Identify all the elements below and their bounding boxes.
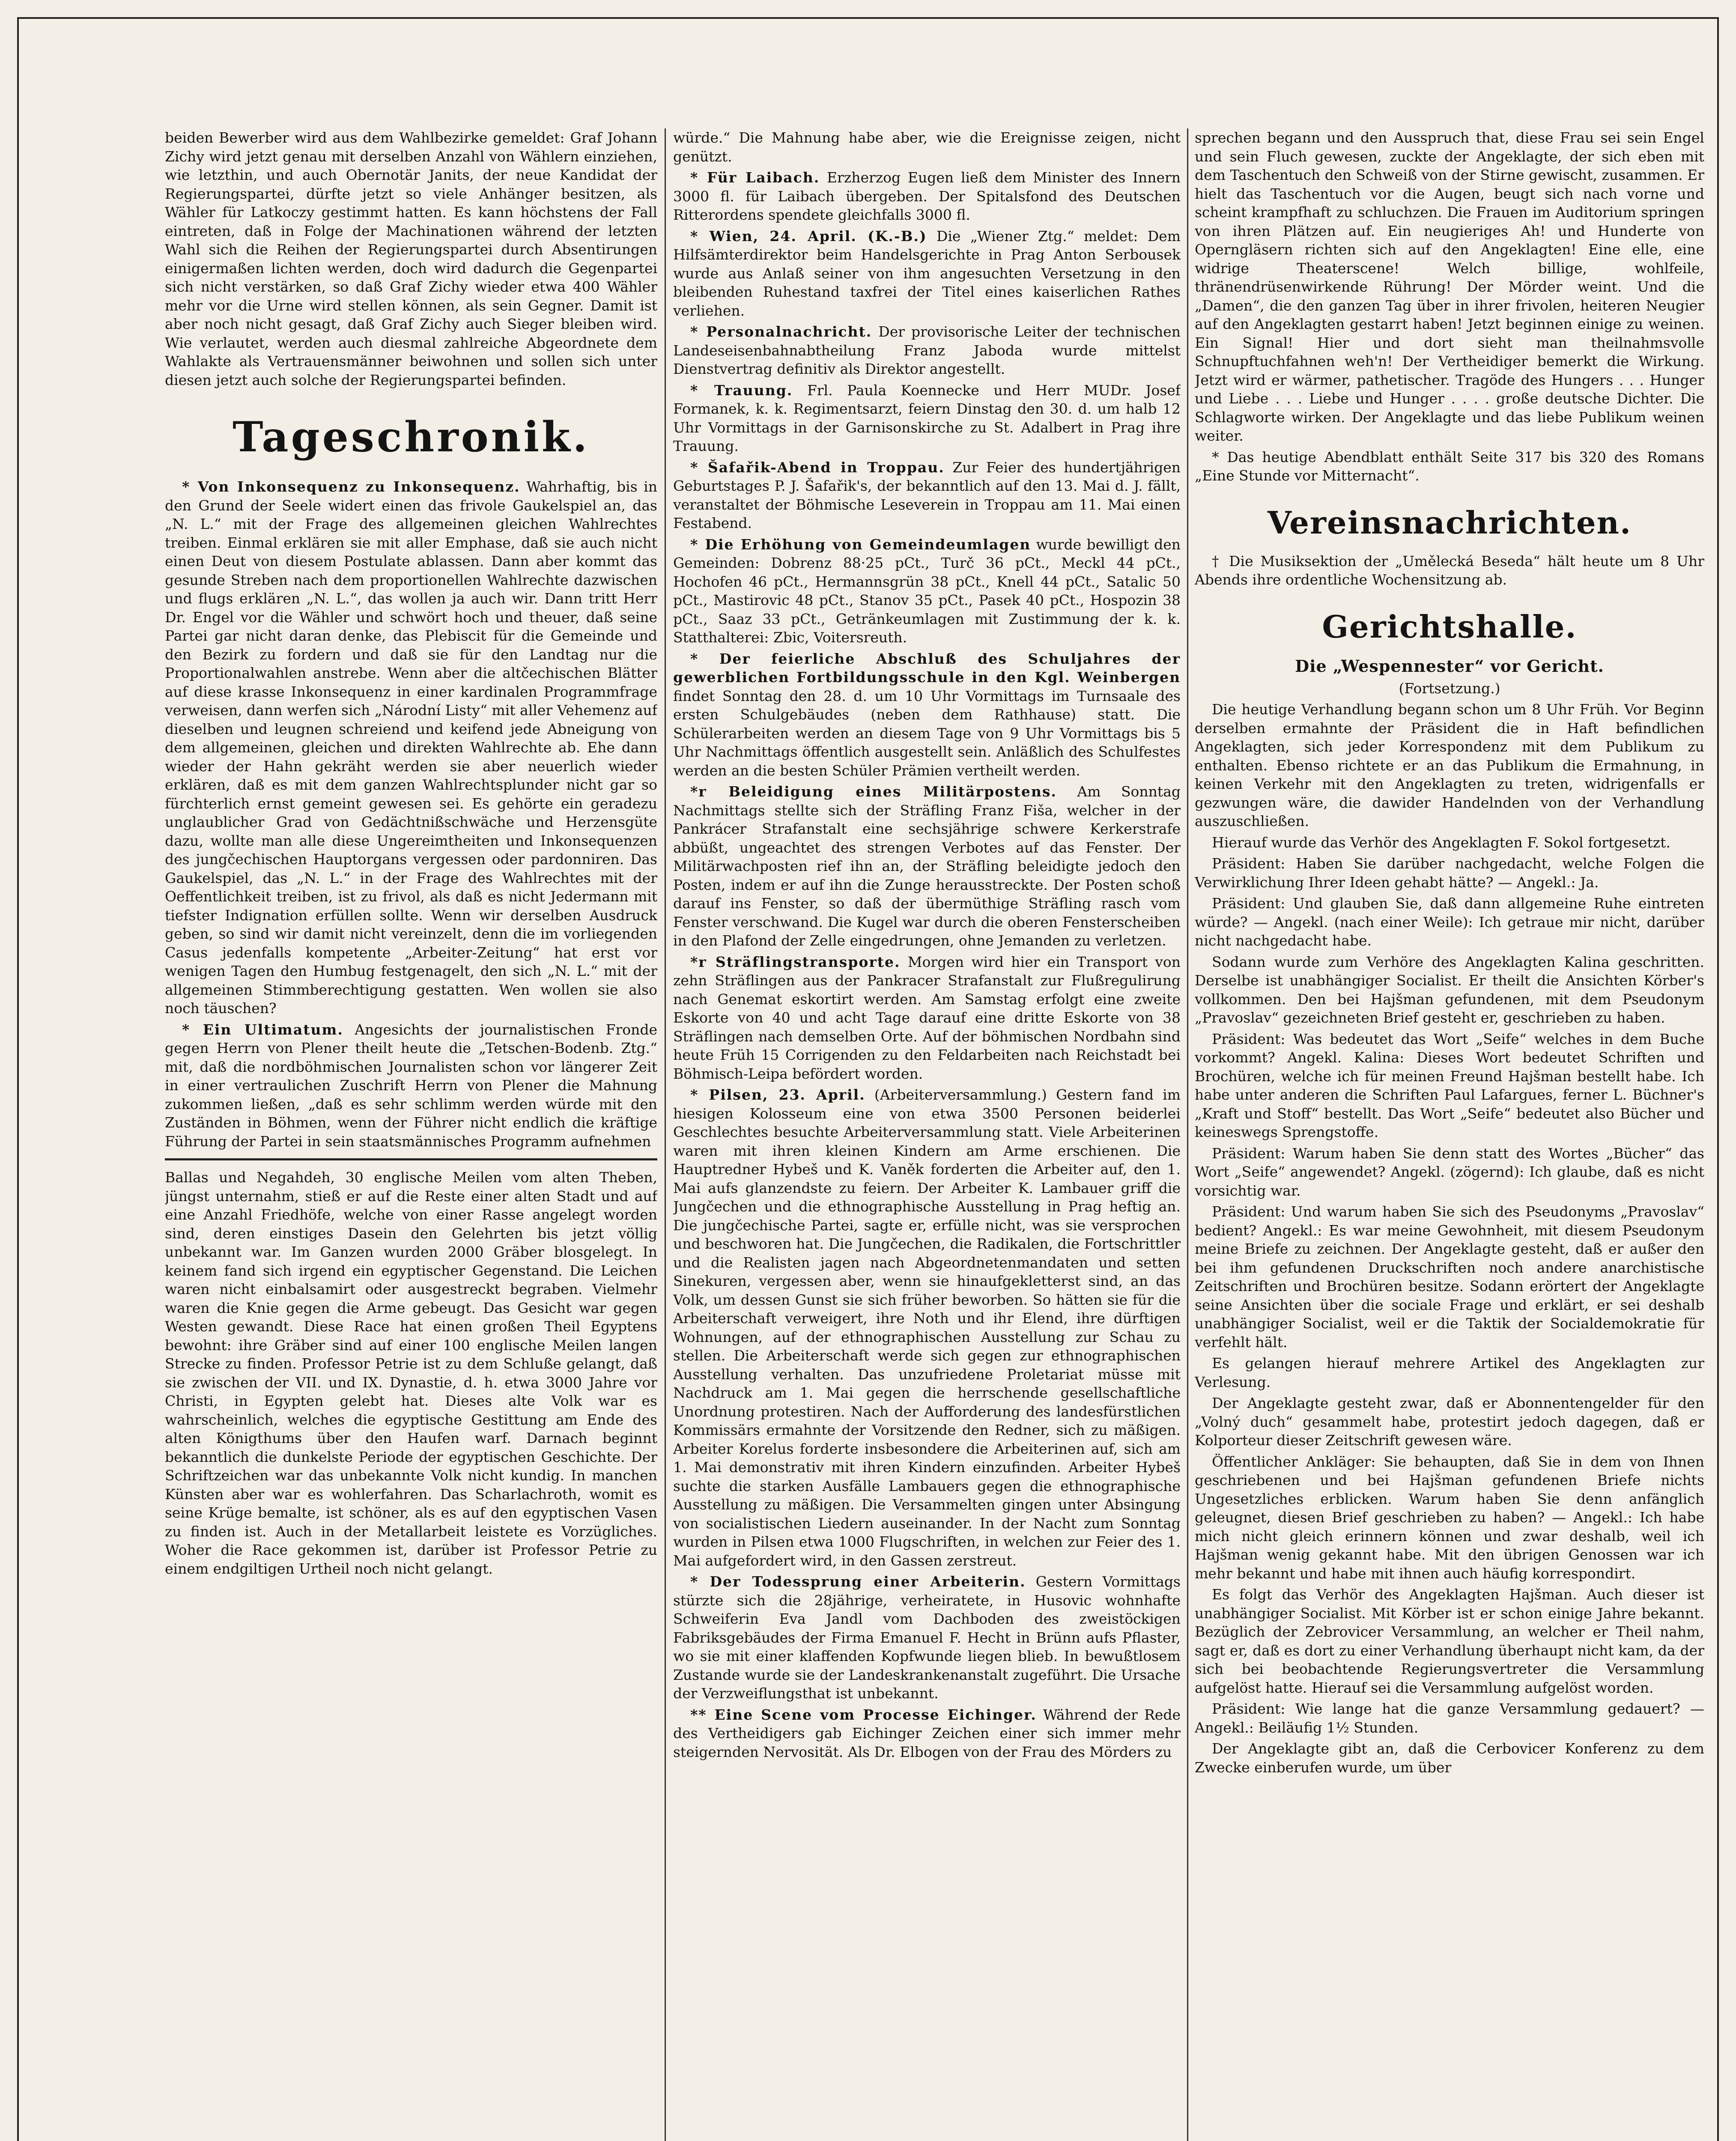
article <box>673 1572 1181 1703</box>
article-title: ** Eine Scene vom Processe Eichinger. <box>690 1706 1037 1723</box>
column-2 <box>673 128 1181 2141</box>
column-rule <box>665 128 666 2141</box>
article-text: Zur Feier des hundertjährigen Geburtstages P. J. Šafařik's, der bekanntlich auf den 13. Mai d. J. fällt, veranstaltet der Böhmische Leseverein in Troppau am 11. Mai einen Festabend. <box>673 459 1181 531</box>
article-text: Wahrhaftig, bis in den Grund der Seele widert einen das frivole Gaukelspiel an, das „N. L.“ mit der Frage des allgemeinen gleichen Wahlrechtes treiben. Einmal erklären sie mit aller Emphase, daß sie auch nicht einen Deut von diesem Postulate ablassen. Dann aber kommt das gesunde Streben nach dem proportionellen Wahlrechte dazwischen und flugs erklären „N. L.“, das wollen ja auch wir. Dann tritt Herr Dr. Engel vor die Wähler und schwört hoch und theuer, daß seine Partei gar nicht daran denke, das Plebiscit für die Gemeinde und den Bezirk zu fordern und daß sie für den Landtag nur die Proportionalwahlen anstrebe. Wenn aber die altčechischen Blätter auf diese krasse Inkonsequenz in einer kardinalen Programmfrage verweisen, dann werfen sich „Národní Listy“ mit aller Vehemenz auf dieselben und leugnen schreiend und keifend jede Abneigung von dem allgemeinen, gleichen und direkten Wahlrechte ab. Ehe dann wieder der Hahn gekräht werden sie aber neuerlich wieder erklären, daß es mit dem ganzen Wahlrechtsplunder nicht gar so fürchterlich ernst gemeint gewesen sei. Es gehörte ein geradezu unglaublicher Grad von Gedächtnißschwäche und Herzensgüte dazu, wollte man alle diese Ungereimtheiten und Inkonsequenzen des jungčechischen Hauptorgans vergessen oder pardonniren. Das Gaukelspiel, das „N. L.“ in der Frage des Wahlrechtes mit der Oeffentlichkeit treiben, ist zu frivol, als daß es nicht Jedermann mit tiefster Indignation erfüllen sollte. Wenn wir derselben Ausdruck geben, so sind wir damit nicht vereinzelt, denn die im vorliegenden Casus jedenfalls kompetente „Arbeiter-Zeitung“ hat erst vor wenigen Tagen den Humbug festgenagelt, den sich „N. L.“ mit der allgemeinen Stimmberechtigung gestatten. Wen wollen sie also noch täuschen? <box>165 478 657 1017</box>
article-text: (Arbeiterversammlung.) Gestern fand im hiesigen Kolosseum eine von etwa 3500 Personen beiderlei Geschlechtes besuchte Arbeiterversammlung statt. Viele Arbeiterinen waren mit ihren kleinen Kindern am Arme erschienen. Die Hauptredner Hybeš und K. Vaněk forderten die Arbeiter auf, den 1. Mai aufs glanzendste zu feiern. Der Arbeiter K. Lambauer griff die Jungčechen und die ethnographische Ausstellung in Prag heftig an. Die jungčechische Partei, sagte er, erfülle nicht, was sie versprochen und beschworen hat. Die Jungčechen, die Radikalen, die Fortschrittler und die Realisten jagen nach Abgeordnetenmandaten und setten Sinekuren, vergessen aber, wenn sie hinaufgekletterst sind, an das Volk, um dessen Gunst sie sich früher beworben. So hätten sie für die Arbeiterschaft verweigert, ihre Noth und ihr Elend, ihre dürftigen Wohnungen, auf der ethnographischen Ausstellung zur Schau zu stellen. Die Arbeiterschaft werde sich gegen zur ethnographischen Ausstellung verhalten. Das unzufriedene Proletariat müsse mit Nachdruck am 1. Mai gegen die herrschende gesellschaftliche Unordnung protestiren. Nach der Aufforderung des landesfürstlichen Kommissärs ermahnte der Vorsitzende den Redner, sich zu mäßigen. Arbeiter Korelus forderte insbesondere die Arbeiterinen auf, sich am 1. Mai demonstrativ mit ihren Kindern einzufinden. Arbeiter Hybeš suchte die starken Ausfälle Lambauers gegen die ethnographische Ausstellung zu mäßigen. Die Versammelten gingen unter Absingung von socialistischen Liedern auseinander. In der Nacht zum Sonntag wurden in Pilsen etwa 1000 Flugschriften, in welchen zur Feier des 1. Mai aufgefordert wird, in den Gassen zerstreut. <box>673 1086 1181 1569</box>
paragraph: Der Angeklagte gesteht zwar, daß er Abonnentengelder für den „Volný duch“ gesammelt habe, protestirt jedoch dagegen, daß er Kolporteur dieser Zeitschrift gewesen wäre. <box>1195 1395 1704 1449</box>
article <box>673 1706 1181 1762</box>
paragraph: Öffentlicher Ankläger: Sie behaupten, daß Sie in dem von Ihnen geschriebenen und bei Hajšman gefundenen Briefe nichts Ungesetzliches erblicken. Warum haben Sie denn anfänglich geleugnet, diesen Brief geschrieben zu haben? — Angekl.: Ich habe mich nicht gleich erinnern können und zwar deshalb, weil ich Hajšman wenig gekannt habe. Mit den übrigen Genossen war ich mehr bekannt und habe mit ihnen auch häufig korrespondirt. <box>1195 1453 1704 1582</box>
article-text: Morgen wird hier ein Transport von zehn Sträflingen aus der Pankracer Strafanstalt zur Flußregulirung nach Genemat eskortirt werden. Am Samstag erfolgt eine zweite Eskorte von 40 und acht Tage darauf eine dritte Eskorte von 38 Sträflingen nach demselben Orte. Auf der böhmischen Nordbahn sind heute Früh 15 Corrigenden zu den Feldarbeiten nach Reichstadt bei Böhmisch-Leipa befördert worden. <box>673 953 1181 1082</box>
article-subheading: Die „Wespennester“ vor Gericht. <box>1295 656 1604 676</box>
paragraph: Präsident: Wie lange hat die ganze Versammlung gedauert? — Angekl.: Beiläufig 1½ Stunden. <box>1195 1700 1704 1736</box>
article <box>673 782 1181 950</box>
feuilleton-text: Ballas und Negahdeh, 30 englische Meilen vom alten Theben, jüngst unternahm, stieß er auf die Reste einer alten Stadt und auf eine Anzahl Friedhöfe, welche von einer Rasse angelegt worden sind, deren einstiges Dasein den Gelehrten bis jetzt völlig unbekannt war. Im Ganzen wurden 2000 Gräber blosgelegt. In keinem fand sich irgend ein egyptischer Gegenstand. Die Leichen waren nicht einbalsamirt oder ausgestreckt begraben. Vielmehr waren die Knie gegen die Arme gebeugt. Das Gesicht war gegen Westen gewandt. Diese Race hat einen großen Theil Egyptens bewohnt: ihre Gräber sind auf einer 100 englische Meilen langen Strecke zu finden. Professor Petrie ist zu dem Schluße gelangt, daß sie zwischen der VII. und IX. Dynastie, d. h. etwa 3000 Jahre vor Christi, in Egypten gelebt hat. Dieses alte Volk war es wahrscheinlich, welches die egyptische Gestittung am Ende des alten Königthums über den Haufen warf. Darnach beginnt bekanntlich die dunkelste Periode der egyptischen Geschichte. Der Schriftzeichen war das unbekannte Volk nicht kundig. In manchen Künsten aber war es wohlerfahren. Das Scharlachroth, womit es seine Krüge bemalte, ist schöner, als es auf den egyptischen Vasen zu finden ist. Auch in der Metallarbeit leistete es Vorzügliches. Woher die Race gekommen ist, darüber ist Professor Petrie zu einem endgiltigen Urtheil noch nicht gelangt. <box>165 1169 657 1577</box>
paragraph: Sodann wurde zum Verhöre des Angeklagten Kalina geschritten. Derselbe ist unabhängiger Socialist. Er theilt die Ansichten Körber's vollkommen. Den bei Hajšman gefundenen, mit dem Pseudonym „Pravoslav“ gezeichneten Brief gesteht er, geschrieben zu haben. <box>1195 953 1704 1026</box>
article <box>673 953 1181 1083</box>
paragraph: Es folgt das Verhör des Angeklagten Hajšman. Auch dieser ist unabhängiger Socialist. Mit Körber ist er schon einige Jahre bekannt. Bezüglich der Zebrovicer Versammlung, an welcher er Theil nahm, sagt er, daß es dort zu einer Verhandlung überhaupt nicht kam, da der sich bei beobachtende Regierungsvertreter die Versammlung aufgelöst hatte. Hierauf sei die Versammlung aufgelöst worden. <box>1195 1586 1704 1696</box>
article-text: Während der Rede des Vertheidigers gab Eichinger Zeichen einer sich immer mehr steigernden Nervosität. Als Dr. Elbogen von der Frau des Mörders zu <box>673 1706 1181 1760</box>
continuation-note: (Fortsetzung.) <box>1399 680 1500 697</box>
paragraph: Es gelangen hierauf mehrere Artikel des Angeklagten zur Verlesung. <box>1195 1355 1704 1390</box>
article <box>673 227 1181 320</box>
article-text: Angesichts der journalistischen Fronde gegen Herrn von Plener theilt heute die „Tetschen-Bodenb. Ztg.“ mit, daß die nordböhmischen Journalisten schon vor längerer Zeit in einer vertraulichen Zuschrift Herrn von Plener die Mahnung zukommen ließen, „daß es sehr schlimm werden würde mit den Zuständen in Böhmen, wenn der Führer nicht endlich die kräftige Führung der Partei in sein staatsmännisches Programm aufnehmen <box>165 1021 657 1150</box>
feuilleton-divider <box>165 1158 657 1160</box>
paragraph: würde.“ Die Mahnung habe aber, wie die Ereignisse zeigen, nicht genützt. <box>673 129 1181 165</box>
column-3 <box>1195 128 1704 2141</box>
column-1 <box>165 128 657 2141</box>
article-text: Die „Wiener Ztg.“ meldet: Dem Hilfsämterdirektor beim Handelsgerichte in Prag Anton Serbousek wurde aus Anlaß seiner von ihm angesuchten Versetzung in den bleibenden Ruhestand taxfrei der Titel eines kaiserlichen Rathes verliehen. <box>673 227 1181 319</box>
article <box>673 322 1181 379</box>
article <box>673 458 1181 533</box>
paragraph: beiden Bewerber wird aus dem Wahlbezirke gemeldet: Graf Johann Zichy wird jetzt genau mit derselben Anzahl von Wählern einziehen, wie letzthin, und auch Obernotär Janits, der neue Kandidat der Regierungspartei, dürfte jetzt so viele Anhänger besitzen, als Wähler für Latkoczy gestimmt hatten. Es kann höchstens der Fall eintreten, daß in Folge der Machinationen während der letzten Wahl sich die Reihen der Regierungspartei durch Absentirungen einigermaßen lichten werden, doch wird dadurch die Gegenpartei sich nicht verstärken, so daß Graf Zichy wieder etwa 400 Wähler mehr vor die Urne wird stellen können, als sein Gegner. Damit ist aber noch nicht gesagt, daß Graf Zichy auch Sieger bleiben wird. Wie verlautet, werden auch diesmal zahlreiche Abgeordnete dem Wahlakte als Vertrauensmänner beiwohnen und sollen sich unter diesen jetzt auch solche der Regierungspartei befinden. <box>165 129 657 388</box>
paragraph: Präsident: Und glauben Sie, daß dann allgemeine Ruhe eintreten würde? — Angekl. (nach einer Weile): Ich getraue mir nicht, darüber nicht nachgedacht habe. <box>1195 895 1704 949</box>
article-text: wurde bewilligt den Gemeinden: Dobrenz 88·25 pCt., Turč 36 pCt., Meckl 44 pCt., Hochofen 46 pCt., Hermannsgrün 38 pCt., Knell 44 pCt., Satalic 50 pCt., Mastirovic 48 pCt., Stanov 35 pCt., Pasek 40 pCt., Hospozin 38 pCt., Saaz 33 pCt., Getränkeumlagen mit Zustimmung der k. k. Statthalterei: Zbic, Voitersreuth. <box>673 536 1181 646</box>
article-title: * Ein Ultimatum. <box>182 1021 343 1038</box>
article-text: Frl. Paula Koennecke und Herr MUDr. Josef Formanek, k. k. Regimentsarzt, feiern Dinstag den 30. d. um halb 12 Uhr Vormittags in der Garnisonskirche zu St. Adalbert in Prag ihre Trauung. <box>673 382 1181 454</box>
paragraph: Präsident: Und warum haben Sie sich des Pseudonyms „Pravoslav“ bedient? Angekl.: Es war meine Gewohnheit, mit diesem Pseudonym meine Briefe zu zeichnen. Der Angeklagte gesteht, daß er außer den bei ihm gefundenen Druckschriften noch andere anarchistische Zeitschriften und Brochüren besitze. Sodann erörtert der Angeklagte seine Ansichten über die sociale Frage und erklärt, er sei deshalb unabhängiger Socialist, weil er die Taktik der Socialdemokratie für verfehlt hält. <box>1195 1203 1704 1351</box>
article-title: * Trauung. <box>690 382 793 399</box>
article-title: * Pilsen, 23. April. <box>690 1086 865 1103</box>
paragraph: Die heutige Verhandlung begann schon um 8 Uhr Früh. Vor Beginn derselben ermahnte der Präsident die in Haft befindlichen Angeklagten, sich jeder Korrespondenz mit dem Publikum zu enthalten. Ebenso richtete er an das Publikum die Ermahnung, in keinen Verkehr mit den Angeklagten zu treten, widrigenfalls er gezwungen wäre, die dawider Handelnden von der Verhandlung auszuschließen. <box>1195 701 1704 829</box>
article <box>165 477 657 1018</box>
notice-abendblatt: * Das heutige Abendblatt enthält Seite 317 bis 320 des Romans „Eine Stunde vor Mitternacht“. <box>1195 448 1704 484</box>
article-title: *r Beleidigung eines Militärpostens. <box>690 783 1057 800</box>
article-title: * Šafařik-Abend in Troppau. <box>690 459 945 476</box>
section-heading-vereinsnachrichten: Vereinsnachrichten. <box>1267 504 1632 541</box>
article-text: Der provisorische Leiter der technischen Landeseisenbahnabtheilung Franz Jaboda wurde mittelst Dienstvertrag definitiv als Direktor angestellt. <box>673 323 1181 377</box>
article-text: Erzherzog Eugen ließ dem Minister des Innern 3000 fl. für Laibach übergeben. Der Spitalsfond des Deutschen Ritterordens spendete gleichfalls 3000 fl. <box>673 169 1181 223</box>
paragraph: sprechen begann und den Ausspruch that, diese Frau sei sein Engel und sein Fluch gewesen, zuckte der Angeklagte, der sich eben mit dem Taschentuch den Schweiß von der Stirne gewischt, zusammen. Er hielt das Taschentuch vor die Augen, beugt sich nach vorne und scheint krampfhaft zu schluchzen. Die Frauen im Auditorium springen von ihren Plätzen auf. Ein neugieriges Ah! und Hunderte von Operngläsern richten sich auf den Angeklagten! Eine elle, eine widrige Theaterscene! Welch billige, wohlfeile, thränendrüsenwirkende Rührung! Der Mörder weint. Und die „Damen“, die den ganzen Tag über in ihrer frivolen, heiteren Neugier auf den Angeklagten gestarrt haben! Jetzt beginnen einige zu weinen. Ein Signal! Hier und dort sieht man theilnahmsvolle Schnupftuchfahnen weh'n! Der Vertheidiger bemerkt die Wirkung. Jetzt wird er wärmer, pathetischer. Tragöde des Hungers . . . Hunger und Liebe . . . Liebe und Hunger . . . . große deutsche Dichter. Die Schlagworte wirken. Der Angeklagte und das liebe Publikum weinen weiter. <box>1195 129 1704 444</box>
paragraph: † Die Musiksektion der „Umělecká Beseda“ hält heute um 8 Uhr Abends ihre ordentliche Wochensitzung ab. <box>1195 552 1704 588</box>
article <box>165 1020 657 1151</box>
article <box>673 381 1181 456</box>
article-title: * Die Erhöhung von Gemeindeumlagen <box>690 536 1031 553</box>
paragraph: Präsident: Warum haben Sie denn statt des Wortes „Bücher“ das Wort „Seife“ angewendet? Angekl. (zögernd): Ich glaube, daß es nicht vorsichtig war. <box>1195 1145 1704 1199</box>
section-heading-tageschronik: Tageschronik. <box>233 413 590 461</box>
article-title: * Der Todessprung einer Arbeiterin. <box>690 1573 1026 1590</box>
article <box>673 535 1181 647</box>
article-text: Gestern Vormittags stürzte sich die 28jährige, verheiratete, in Husovic wohnhafte Schweiferin Eva Jandl vom Dachboden des zweistöckigen Fabriksgebäudes der Firma Emanuel F. Hecht in Brünn aufs Pflaster, wo sie mit einer klaffenden Kopfwunde liegen blieb. In bewußtlosem Zustande wurde sie der Landeskrankenanstalt zugeführt. Die Ursache der Verzweiflungsthat ist unbekannt. <box>673 1573 1181 1702</box>
article <box>673 650 1181 780</box>
article-title: * Wien, 24. April. (K.-B.) <box>690 227 927 245</box>
article-title: * Von Inkonsequenz zu Inkonsequenz. <box>182 478 520 495</box>
article-title: * Personalnachricht. <box>690 323 872 340</box>
article-title: * Für Laibach. <box>690 169 820 186</box>
column-rule <box>1187 128 1188 2141</box>
paragraph: Präsident: Was bedeutet das Wort „Seife“ welches in dem Buche vorkommt? Angekl. Kalina: Dieses Wort bedeutet Schriften und Brochüren, welche ich für meinen Freund Hajšman bestellt habe. Ich habe unter anderen die Schriften Paul Lafargues, ferner L. Büchner's „Kraft und Stoff“ bestellt. Das Wort „Seife“ bedeutet also Bücher und keineswegs Sprengstoffe. <box>1195 1030 1704 1140</box>
article-title: *r Sträflingstransporte. <box>690 953 901 970</box>
article-text: Am Sonntag Nachmittags stellte sich der Sträfling Franz Fiša, welcher in der Pankrácer Strafanstalt eine sechsjährige schwere Kerkerstrafe abbüßt, ungeachtet des strengen Verbotes auf das Fenster. Der Militärwachposten rief ihn an, der Sträfling beleidigte jedoch den Posten, indem er auf ihn die Zunge herausstreckte. Der Posten schoß darauf ins Fenster, so daß der übermüthige Sträfling rasch vom Fenster verschwand. Die Kugel war durch die oberen Fensterscheiben in den Plafond der Zelle eingedrungen, ohne Jemanden zu verletzen. <box>673 783 1181 949</box>
section-heading-gerichtshalle: Gerichtshalle. <box>1322 608 1577 645</box>
article <box>673 1085 1181 1570</box>
paragraph: Der Angeklagte gibt an, daß die Cerbovicer Konferenz zu dem Zwecke einberufen wurde, um über <box>1195 1740 1704 1776</box>
article <box>673 168 1181 224</box>
article-title: * Der feierliche Abschluß des Schuljahres der gewerblichen Fortbildungsschule in den Kgl. Weinbergen <box>673 650 1181 686</box>
paragraph: Hierauf wurde das Verhör des Angeklagten F. Sokol fortgesetzt. <box>1212 834 1670 851</box>
article-text: findet Sonntag den 28. d. um 10 Uhr Vormittags im Turnsaale des ersten Schulgebäudes (neben dem Rathhause) statt. Die Schülerarbeiten werden an diesem Tage von 9 Uhr Vormittags bis 5 Uhr Nachmittags öffentlich ausgestellt sein. Anläßlich des Schulfestes werden an die besten Schüler Prämien vertheilt werden. <box>673 687 1181 779</box>
paragraph: Präsident: Haben Sie darüber nachgedacht, welche Folgen die Verwirklichung Ihrer Ideen gehabt hätte? — Angekl.: Ja. <box>1195 855 1704 891</box>
